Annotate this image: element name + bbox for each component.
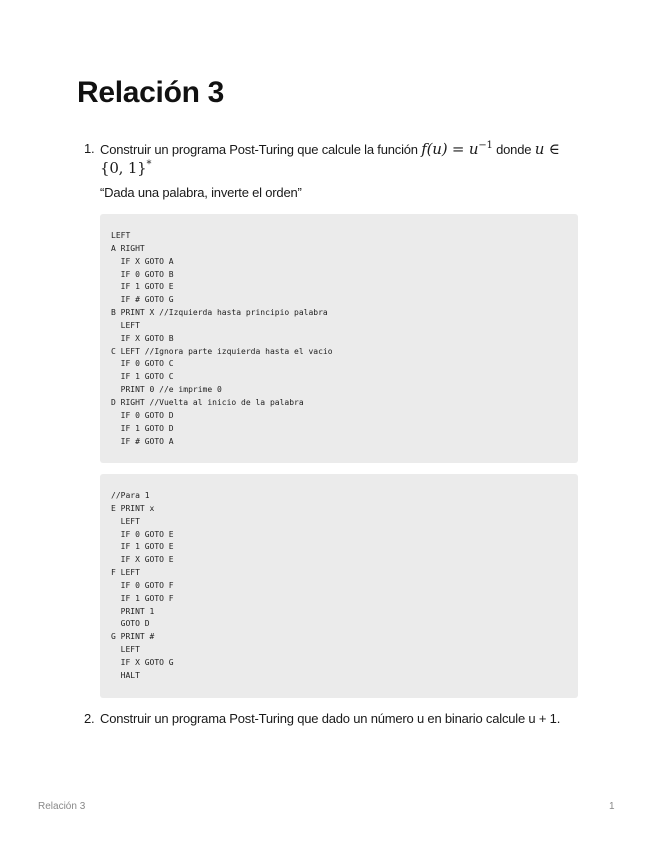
math-set-braces: {0, 1} [100, 159, 147, 177]
math-star: * [146, 159, 152, 170]
code-line: G PRINT # [111, 632, 155, 642]
code-line: IF 0 GOTO F [111, 580, 174, 590]
math-function [421, 140, 492, 158]
code-line: LEFT [111, 645, 140, 655]
code-line: //Para 1 [111, 491, 150, 500]
code-line: IF X GOTO B [111, 333, 174, 343]
page-title: Relación 3 [77, 76, 225, 109]
math-set [100, 159, 151, 177]
code-line: LEFT [111, 516, 140, 526]
code-line: IF 1 GOTO D [111, 423, 174, 433]
math-exponent: −1 [478, 140, 493, 151]
code-line: IF 0 GOTO E [111, 529, 174, 539]
list-item-1 [84, 140, 584, 178]
code-line: IF 0 GOTO C [111, 359, 174, 369]
page-number: 1 [609, 801, 615, 812]
code-line: IF 1 GOTO E [111, 282, 174, 292]
code-line: IF 1 GOTO F [111, 593, 174, 603]
code-line: IF X GOTO E [111, 555, 174, 565]
code-line: IF # GOTO G [111, 295, 174, 305]
footer-title: Relación 3 [38, 801, 86, 812]
code-line: E PRINT x [111, 503, 155, 513]
code-line: IF 1 GOTO E [111, 542, 174, 552]
list-item-text: Construir un programa Post-Turing que dado un número u en binario calcule u + 1. [100, 711, 561, 726]
code-line: IF X GOTO G [111, 657, 174, 667]
text-mid: donde [496, 142, 532, 157]
code-block-2 [100, 474, 578, 698]
math-u-in: u ∈ [534, 140, 560, 158]
list-item-text [100, 140, 584, 178]
code-line: C LEFT //Ignora parte izquierda hasta el vacio [111, 346, 333, 356]
quote-text: “Dada una palabra, inverte el orden” [100, 185, 302, 200]
code-block-1 [100, 214, 578, 463]
list-item-number: 1. [84, 141, 95, 156]
code-line: LEFT [111, 231, 131, 240]
code-line: PRINT 0 //e imprime 0 [111, 385, 222, 395]
math-fu: f(u) = u [421, 140, 479, 158]
code-line: PRINT 1 [111, 606, 155, 616]
text-before-math: Construir un programa Post-Turing que calcule la función [100, 142, 418, 157]
code-line: LEFT [111, 320, 140, 330]
list-item-2 [84, 710, 584, 728]
code-line: D RIGHT //Vuelta al inicio de la palabra [111, 397, 304, 407]
code-line: IF 0 GOTO D [111, 410, 174, 420]
code-line: B PRINT X //Izquierda hasta principio palabra [111, 308, 328, 318]
code-line: F LEFT [111, 568, 140, 578]
code-line: IF X GOTO A [111, 256, 174, 266]
code-line: IF 0 GOTO B [111, 269, 174, 279]
list-item-number: 2. [84, 711, 95, 726]
code-line: GOTO D [111, 619, 150, 629]
code-line: A RIGHT [111, 243, 145, 253]
code-line: HALT [111, 670, 140, 680]
code-line: IF 1 GOTO C [111, 372, 174, 382]
code-line: IF # GOTO A [111, 436, 174, 446]
